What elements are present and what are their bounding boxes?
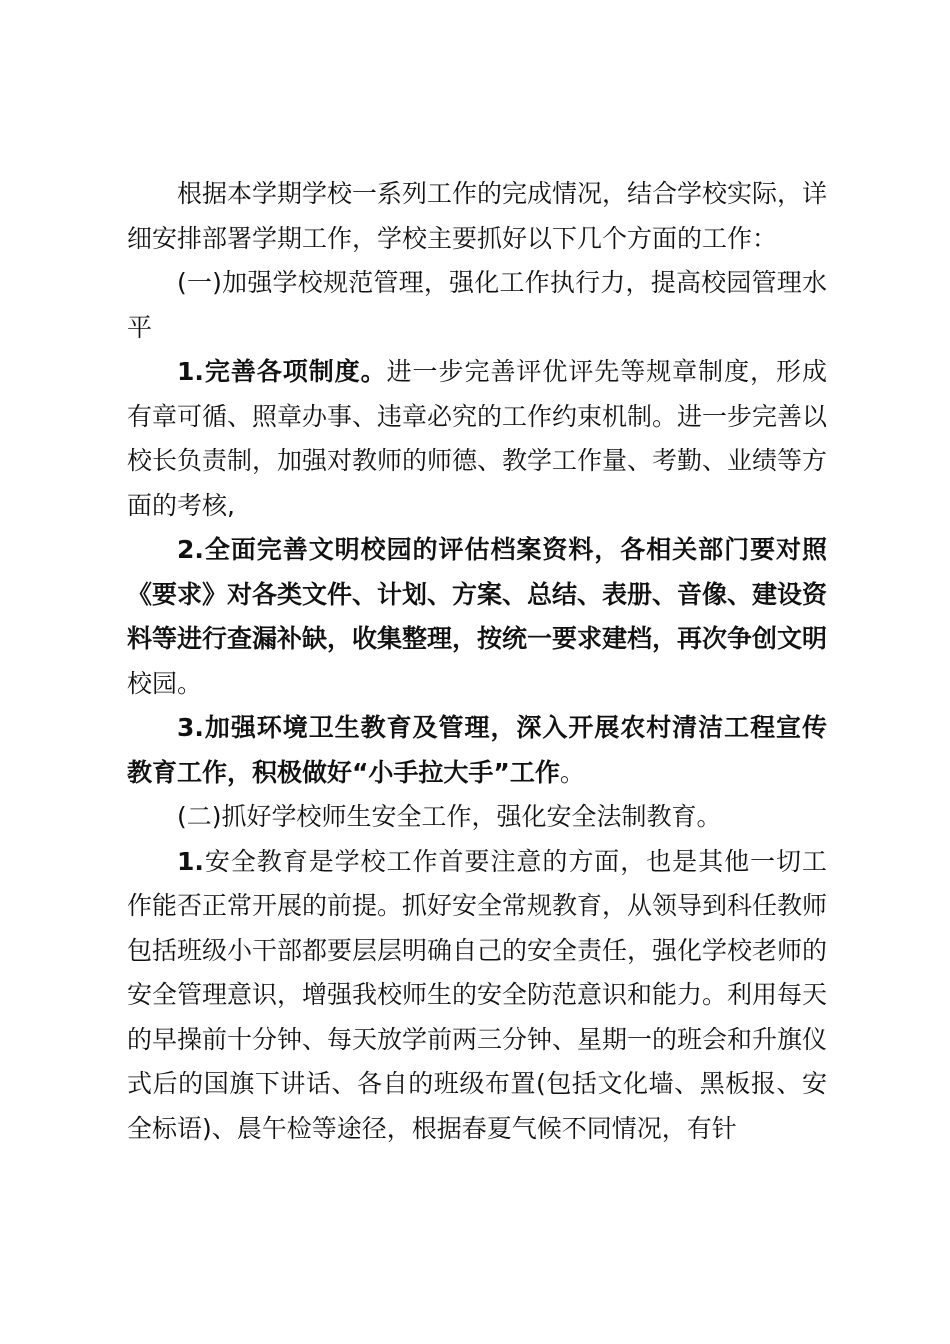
paragraph-text: 进一步完善评优评先等规章制度，形成有章可循、照章办事、违章必究的工作约束机制。进一步完善以校长负责制，加强对教师的师德、教学工作量、考勤、业绩等方面的考核, xyxy=(127,357,828,520)
paragraph-lead: 3.加强环境卫生教育及管理，深入开展农村清洁工程宣传教育工作，积极做好“小手拉大手”工作 xyxy=(127,713,827,787)
paragraph-item-1-3 xyxy=(127,706,827,795)
paragraph-text: 校园。 xyxy=(127,668,203,698)
paragraph-lead: 1.完善各项制度。 xyxy=(177,357,387,386)
paragraph-lead: 2.全面完善文明校园的评估档案资料，各相关部门要对照《要求》对各类文件、计划、方案、总结、表册、音像、建设资料等进行查漏补缺，收集整理，按统一要求建档，再次争创文明 xyxy=(127,535,828,653)
heading-section-1 xyxy=(127,261,827,350)
paragraph-text: (一)加强学校规范管理，强化工作执行力，提高校园管理水平 xyxy=(127,268,827,342)
paragraph-lead: 1. xyxy=(177,846,204,876)
paragraph-text: 。 xyxy=(559,757,585,787)
paragraph-intro xyxy=(127,172,827,261)
paragraph-text: 根据本学期学校一系列工作的完成情况，结合学校实际，详细安排部署学期工作，学校主要抓好以下几个方面的工作： xyxy=(127,179,828,253)
paragraph-item-1-1 xyxy=(127,350,827,528)
paragraph-item-2-1 xyxy=(127,840,827,1152)
document-body xyxy=(127,172,827,1151)
paragraph-item-1-2 xyxy=(127,528,827,706)
paragraph-text: 安全教育是学校工作首要注意的方面，也是其他一切工作能否正常开展的前提。抓好安全常规教育，从领导到科任教师包括班级小干部都要层层明确自己的安全责任，强化学校老师的安全管理意识，增强我校师生的安全防范意识和能力。利用每天的早操前十分钟、每天放学前两三分钟、星期一的班会和升旗仪式后的国旗下讲话、各自的班级布置(包括文化墙、黑板报、安全标语)、晨午检等途径，根据春夏气候不同情况，有针 xyxy=(127,846,828,1143)
heading-section-2 xyxy=(127,795,827,840)
paragraph-text: (二)抓好学校师生安全工作，强化安全法制教育。 xyxy=(177,802,722,831)
